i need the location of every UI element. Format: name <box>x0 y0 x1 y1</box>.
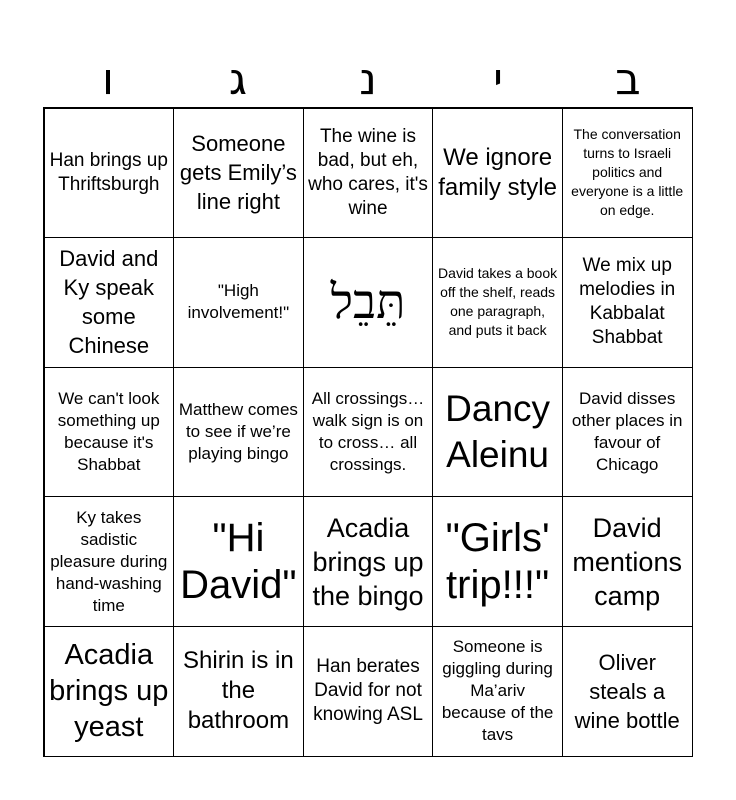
cell-text: Someone is giggling during Ma’ariv because of the tavs <box>441 637 554 745</box>
bingo-cell[interactable] <box>44 108 175 239</box>
header-letter-4: י <box>493 54 503 105</box>
header-letter-3: נ <box>359 54 377 105</box>
bingo-cell[interactable] <box>432 626 563 757</box>
bingo-cell[interactable] <box>173 108 304 239</box>
cell-text: "High involvement!" <box>187 281 290 323</box>
cell-text: We mix up melodies in Kabbalat Shabbat <box>579 255 676 349</box>
cell-text: Someone gets Emily’s line right <box>179 131 297 215</box>
bingo-cell[interactable] <box>44 626 175 757</box>
bingo-cell[interactable] <box>432 108 563 239</box>
cell-text: Matthew comes to see if we’re playing bingo <box>178 399 298 463</box>
cell-text: The conversation turns to Israeli politics and everyone is a little on edge. <box>571 126 684 219</box>
cell-text: The wine is bad, but eh, who cares, it's wine <box>308 125 428 219</box>
cell-text: "Hi David" <box>180 515 297 607</box>
free-space[interactable] <box>303 237 434 368</box>
header-letter-5: ב <box>615 54 641 105</box>
bingo-board <box>43 107 693 757</box>
cell-text: Acadia brings up the bingo <box>312 512 424 611</box>
cell-text: Han brings up Thriftsburgh <box>49 149 168 195</box>
bingo-cell[interactable] <box>44 496 175 627</box>
bingo-cell[interactable] <box>173 367 304 498</box>
bingo-cell[interactable] <box>432 237 563 368</box>
cell-text: Acadia brings up yeast <box>49 639 169 744</box>
bingo-cell[interactable] <box>303 108 434 239</box>
cell-text: David takes a book off the shelf, reads one paragraph, and puts it back <box>438 265 558 339</box>
cell-text: We can't look something up because it's Shabbat <box>57 388 160 474</box>
cell-text: Ky takes sadistic pleasure during hand-washing time <box>50 507 168 615</box>
bingo-cell[interactable] <box>562 626 693 757</box>
bingo-header <box>43 52 693 108</box>
bingo-cell[interactable] <box>303 626 434 757</box>
bingo-cell[interactable] <box>44 367 175 498</box>
cell-text: David and Ky speak some Chinese <box>59 246 159 359</box>
bingo-cell[interactable] <box>173 496 304 627</box>
bingo-cell[interactable] <box>303 367 434 498</box>
cell-text: We ignore family style <box>438 143 557 201</box>
bingo-cell[interactable] <box>303 496 434 627</box>
cell-text: Dancy Aleinu <box>445 387 551 475</box>
cell-text: Oliver steals a wine bottle <box>574 649 680 733</box>
bingo-cell[interactable] <box>173 237 304 368</box>
bingo-cell[interactable] <box>562 108 693 239</box>
bingo-cell[interactable] <box>44 237 175 368</box>
header-letter-2: ג <box>228 54 248 105</box>
cell-text: David disses other places in favour of Chicago <box>571 388 683 474</box>
free-space-text: תֵּבֵל <box>330 274 406 331</box>
cell-text: All crossings… walk sign is on to cross… all crossings. <box>311 388 425 474</box>
cell-text: Shirin is in the bathroom <box>183 647 294 735</box>
cell-text: "Girls' trip!!!" <box>445 515 550 607</box>
cell-text: David mentions camp <box>572 512 682 611</box>
bingo-cell[interactable] <box>432 367 563 498</box>
bingo-cell[interactable] <box>562 237 693 368</box>
cell-text: Han berates David for not knowing ASL <box>313 656 423 726</box>
bingo-cell[interactable] <box>562 367 693 498</box>
bingo-cell[interactable] <box>432 496 563 627</box>
header-letter-1: ו <box>102 54 114 105</box>
bingo-cell[interactable] <box>173 626 304 757</box>
bingo-cell[interactable] <box>562 496 693 627</box>
